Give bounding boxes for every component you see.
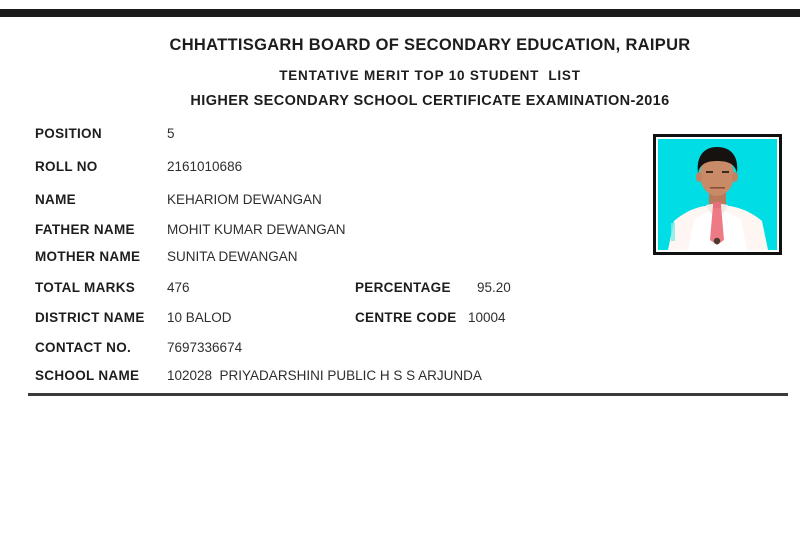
examination-subtitle: HIGHER SECONDARY SCHOOL CERTIFICATE EXAMINATION-2016 [190, 93, 670, 109]
total-marks-value: 476 [167, 280, 190, 295]
position-label: POSITION [35, 126, 102, 141]
centre-code-label: CENTRE CODE [355, 310, 457, 325]
father-name-value: MOHIT KUMAR DEWANGAN [167, 222, 346, 237]
contact-no-label: CONTACT NO. [35, 340, 132, 355]
field-row-school-name [0, 368, 800, 386]
name-value: KEHARIOM DEWANGAN [167, 192, 322, 207]
school-name-label: SCHOOL NAME [35, 368, 140, 383]
district-name-value: 10 BALOD [167, 310, 232, 325]
mother-name-value: SUNITA DEWANGAN [167, 249, 298, 264]
position-value: 5 [167, 126, 175, 141]
student-photo [653, 134, 782, 255]
percentage-value: 95.20 [477, 280, 511, 295]
roll-no-label: ROLL NO [35, 159, 98, 174]
board-title: CHHATTISGARH BOARD OF SECONDARY EDUCATION, RAIPUR [169, 36, 691, 54]
bottom-divider-rule [28, 393, 788, 396]
header [60, 0, 800, 109]
school-name-value: 102028 PRIYADARSHINI PUBLIC H S S ARJUNDA [167, 368, 482, 383]
father-name-label: FATHER NAME [35, 222, 135, 237]
name-label: NAME [35, 192, 76, 207]
roll-no-value: 2161010686 [167, 159, 243, 174]
field-row-contact-no [0, 340, 800, 358]
merit-list-subtitle: TENTATIVE MERIT TOP 10 STUDENT LIST [279, 68, 581, 83]
field-row-district-name [0, 310, 800, 328]
mother-name-label: MOTHER NAME [35, 249, 141, 264]
contact-no-value: 7697336674 [167, 340, 243, 355]
student-portrait-image [658, 139, 777, 250]
centre-code-value: 10004 [468, 310, 506, 325]
total-marks-label: TOTAL MARKS [35, 280, 136, 295]
field-row-total-marks [0, 280, 800, 298]
percentage-label: PERCENTAGE [355, 280, 451, 295]
district-name-label: DISTRICT NAME [35, 310, 145, 325]
